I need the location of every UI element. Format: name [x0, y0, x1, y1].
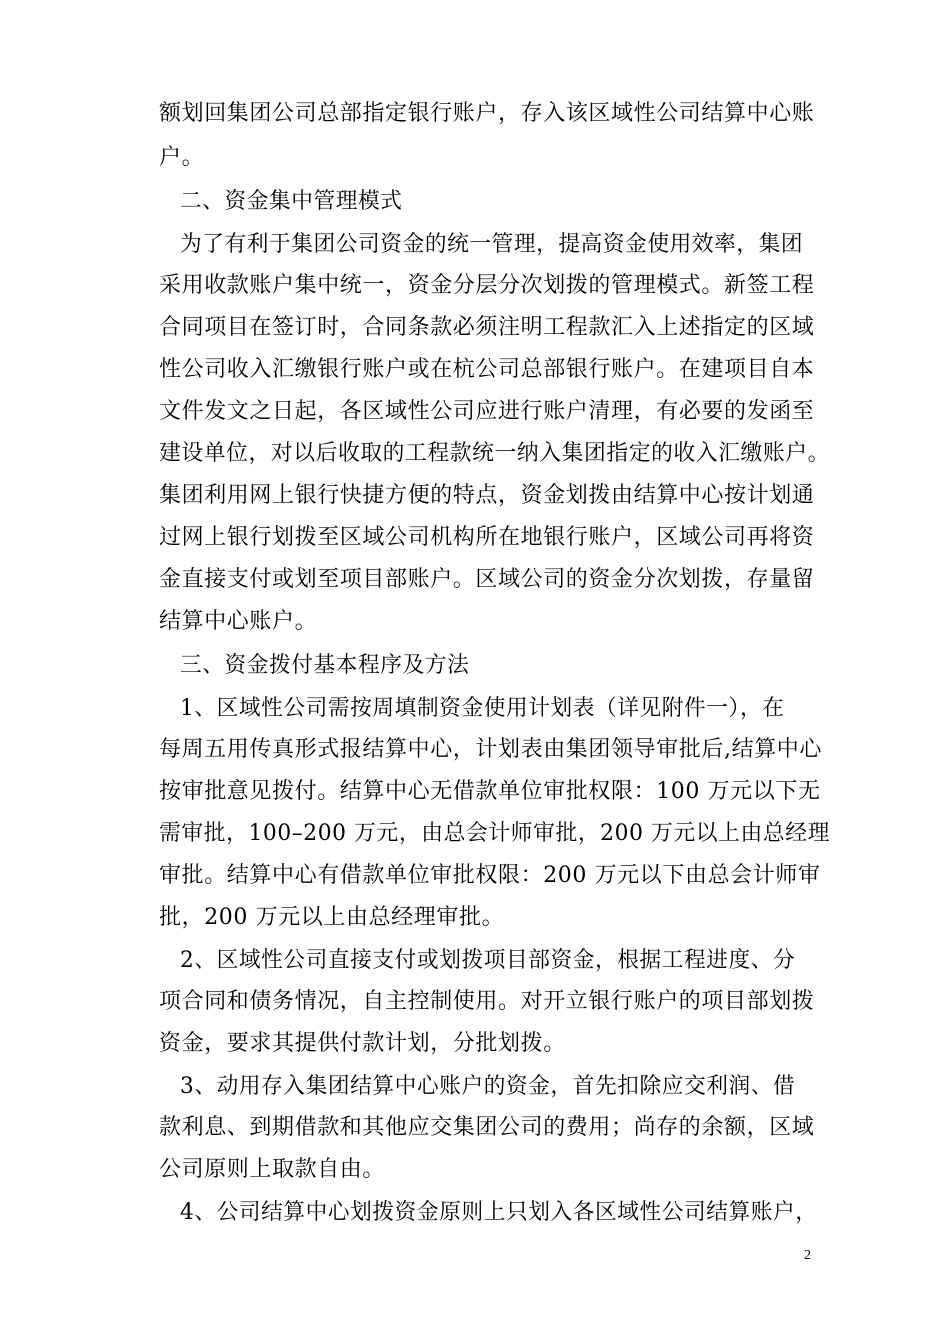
section-heading: 三、资金拨付基本程序及方法 — [180, 653, 470, 678]
section-heading: 二、资金集中管理模式 — [180, 189, 403, 214]
paragraph-start-line: 1、区域性公司需按周填制资金使用计划表（详见附件一），在 — [180, 696, 785, 721]
body-text-line: 款利息、到期借款和其他应交集团公司的费用；尚存的余额，区域 — [159, 1115, 815, 1140]
body-text-line: 过网上银行划拨至区域公司机构所在地银行账户，区域公司再将资 — [159, 525, 815, 550]
paragraph-start-line: 4、公司结算中心划拨资金原则上只划入各区域性公司结算账户， — [180, 1200, 818, 1225]
paragraph-start-line: 3、动用存入集团结算中心账户的资金，首先扣除应交利润、借 — [180, 1074, 796, 1099]
body-text-line: 金直接支付或划至项目部账户。区域公司的资金分次划拨，存量留 — [159, 567, 815, 592]
body-text-line: 按审批意见拨付。结算中心无借款单位审批权限：100 万元以下无 — [159, 779, 821, 804]
body-text-line: 公司原则上取款自由。 — [159, 1157, 386, 1182]
page-number: 2 — [804, 1248, 811, 1263]
body-text-line: 审批。结算中心有借款单位审批权限：200 万元以下由总会计师审 — [159, 863, 821, 888]
body-text-line: 项合同和债务情况，自主控制使用。对开立银行账户的项目部划拨 — [159, 989, 815, 1014]
body-text-line: 需审批，100–200 万元，由总会计师审批，200 万元以上由总经理 — [159, 821, 830, 846]
body-text-line: 性公司收入汇缴银行账户或在杭公司总部银行账户。在建项目自本 — [159, 357, 815, 382]
paragraph-start-line: 为了有利于集团公司资金的统一管理，提高资金使用效率，集团 — [180, 232, 804, 257]
body-text-line: 结算中心账户。 — [159, 609, 318, 634]
paragraph-start-line: 2、区域性公司直接支付或划拨项目部资金，根据工程进度、分 — [180, 948, 796, 973]
body-text-line: 采用收款账户集中统一，资金分层分次划拨的管理模式。新签工程 — [159, 273, 815, 298]
body-text-line: 建设单位，对以后收取的工程款统一纳入集团指定的收入汇缴账户。 — [159, 441, 831, 466]
body-text-line: 每周五用传真形式报结算中心，计划表由集团领导审批后,结算中心 — [159, 737, 822, 762]
body-text-line: 额划回集团公司总部指定银行账户，存入该区域性公司结算中心账 — [159, 101, 815, 126]
body-text-line: 户。 — [159, 145, 205, 170]
body-text-line: 资金，要求其提供付款计划，分批划拨。 — [159, 1031, 566, 1056]
body-text-line: 文件发文之日起，各区域性公司应进行账户清理，有必要的发函至 — [159, 399, 815, 424]
body-text-line: 合同项目在签订时，合同条款必须注明工程款汇入上述指定的区域 — [159, 315, 815, 340]
body-text-line: 批，200 万元以上由总经理审批。 — [159, 905, 505, 930]
body-text-line: 集团利用网上银行快捷方便的特点，资金划拨由结算中心按计划通 — [159, 483, 815, 508]
